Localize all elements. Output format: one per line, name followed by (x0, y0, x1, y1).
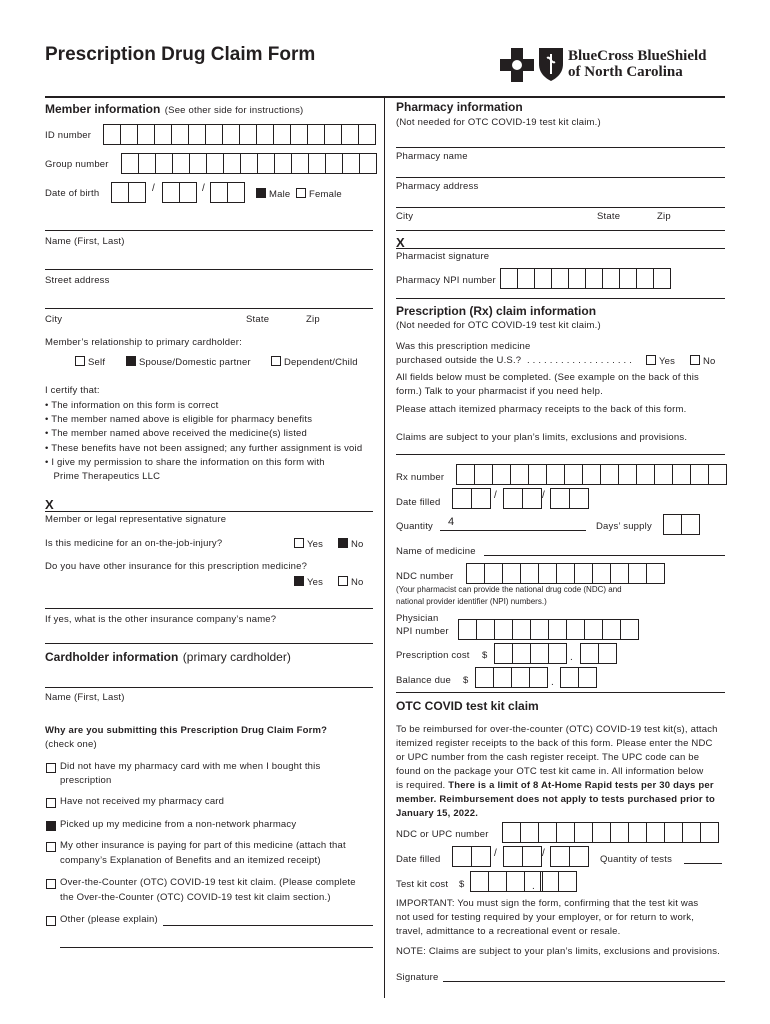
ndc-upc-label: NDC or UPC number (396, 829, 489, 840)
rel-dependent-option[interactable]: Dependent/Child (271, 356, 358, 368)
member-city-label: City (45, 314, 63, 325)
decimal-point: . (532, 881, 535, 892)
logo-line-2: of North Carolina (568, 64, 683, 80)
checkbox-icon (75, 356, 85, 366)
rx-outside-q1: Was this prescription medicine (396, 341, 531, 352)
pharmacist-signature-line[interactable] (396, 248, 725, 249)
pharmacy-note: (Not needed for OTC COVID-19 test kit claim.) (396, 117, 601, 128)
otj-no-option[interactable]: No (338, 538, 364, 550)
days-supply-label: Days’ supply (596, 521, 652, 532)
sex-female-option[interactable]: Female (296, 188, 342, 200)
quantity-line[interactable] (440, 530, 586, 531)
checkbox-icon (338, 576, 348, 586)
reason-checkbox[interactable] (46, 916, 56, 926)
otj-question: Is this medicine for an on-the-job-injury? (45, 538, 223, 549)
rx-outside-q2: purchased outside the U.S.? . . . . . . . . . . . . . . . . . . . (396, 355, 633, 366)
ndc-note: (Your pharmacist can provide the national drug code (NDC) and (396, 585, 622, 594)
balance-due-dollars[interactable] (475, 667, 548, 688)
page-title: Prescription Drug Claim Form (45, 44, 316, 65)
id-number-label: ID number (45, 130, 92, 141)
other-explain-line[interactable] (163, 925, 373, 926)
physician-npi-field[interactable] (458, 619, 639, 640)
rel-spouse-option[interactable]: Spouse/Domestic partner (126, 356, 251, 368)
checkbox-icon (294, 538, 304, 548)
cardholder-name-label: Name (First, Last) (45, 692, 125, 703)
pharmacy-heading: Pharmacy information (396, 100, 523, 114)
logo-line-1: BlueCross BlueShield (568, 48, 707, 64)
ndc-note: national provider identifier (NPI) numbers.) (396, 597, 547, 606)
rx-number-label: Rx number (396, 472, 445, 483)
reason-checkbox-checked[interactable] (46, 821, 56, 831)
dob-month-field[interactable] (111, 182, 146, 203)
decimal-point: . (551, 677, 554, 688)
reason-label: the Over-the-Counter (OTC) COVID-19 test kit claim section.) (60, 892, 331, 903)
ndc-upc-field[interactable] (502, 822, 719, 843)
reason-label: Over-the-Counter (OTC) COVID-19 test kit claim. (Please complete (60, 877, 356, 888)
dob-label: Date of birth (45, 188, 100, 199)
rx-fields-note: form.) Talk to your pharmacist if you need help. (396, 386, 603, 397)
pharmacist-signature-label: Pharmacist signature (396, 251, 490, 262)
otj-yes-option[interactable]: Yes (294, 538, 323, 550)
otc-signature-label: Signature (396, 972, 439, 983)
decimal-point: . (570, 652, 573, 663)
checkbox-icon (271, 356, 281, 366)
member-state-label: State (246, 314, 270, 325)
id-number-field[interactable] (103, 124, 376, 145)
dob-slash: / (152, 183, 155, 194)
member-name-label: Name (First, Last) (45, 236, 125, 247)
certify-item: • I give my permission to share the information on this form with (45, 457, 325, 468)
reason-checkbox[interactable] (46, 842, 56, 852)
dollar-sign: $ (482, 650, 488, 661)
street-address-label: Street address (45, 275, 110, 286)
otc-limits-note: NOTE: Claims are subject to your plan’s limits, exclusions and provisions. (396, 946, 721, 957)
dob-year-field[interactable] (210, 182, 245, 203)
bcbs-logo (500, 44, 730, 84)
quantity-of-tests-label: Quantity of tests (600, 854, 673, 865)
other-insurance-name-label: If yes, what is the other insurance company’s name? (45, 614, 277, 625)
physician-npi-label: Physician (396, 613, 439, 624)
quantity-value[interactable]: 4 (448, 516, 455, 528)
pharmacy-npi-field[interactable] (500, 268, 671, 289)
checkbox-checked-icon (294, 576, 304, 586)
dollar-sign: $ (459, 879, 465, 890)
member-info-heading: Member information (See other side for instructions) (45, 102, 304, 116)
certify-item: Prime Therapeutics LLC (45, 471, 161, 482)
reason-label: Other (please explain) (60, 914, 158, 925)
date-slash: / (542, 490, 545, 501)
otc-date-year-field[interactable] (550, 846, 589, 867)
otc-paragraph: To be reimbursed for over-the-counter (OTC) COVID-19 test kit(s), attach (396, 724, 718, 735)
otc-paragraph: is required. There is a limit of 8 At-Home Rapid tests per 30 days per (396, 780, 714, 791)
rx-attach-note: Please attach itemized pharmacy receipts to the back of this form. (396, 404, 687, 415)
rx-fields-note: All fields below must be completed. (See example on the back of this (396, 372, 699, 383)
important-note: not used for testing required by your employer, or for return to work, (396, 912, 695, 923)
reason-label: Did not have my pharmacy card with me when I bought this (60, 761, 321, 772)
certify-item: • The information on this form is correct (45, 400, 219, 411)
pharmacy-zip-label: Zip (657, 211, 671, 222)
blue-shield-icon (538, 46, 564, 82)
group-number-field[interactable] (121, 153, 377, 174)
physician-npi-label: NPI number (396, 626, 449, 637)
checkbox-checked-icon (338, 538, 348, 548)
sex-male-option[interactable]: Male (256, 188, 290, 200)
certify-item: • These benefits have not been assigned; any further assignment is void (45, 443, 363, 454)
rx-heading: Prescription (Rx) claim information (396, 304, 597, 318)
certify-intro: I certify that: (45, 385, 100, 396)
rx-date-day-field[interactable] (503, 488, 542, 509)
otc-date-day-field[interactable] (503, 846, 542, 867)
checkbox-icon (296, 188, 306, 198)
medicine-name-line[interactable] (484, 555, 725, 556)
ndc-field[interactable] (466, 563, 665, 584)
test-kit-cost-cents[interactable] (540, 871, 577, 892)
days-supply-field[interactable] (663, 514, 700, 535)
rx-number-field[interactable] (456, 464, 727, 485)
pharmacist-signature-x: X (396, 235, 405, 250)
group-number-label: Group number (45, 159, 109, 170)
rx-note: (Not needed for OTC COVID-19 test kit claim.) (396, 320, 601, 331)
important-note: IMPORTANT: You must sign the form, confirming that the test kit was (396, 898, 699, 909)
quantity-label: Quantity (396, 521, 433, 532)
reason-label: company’s Explanation of Benefits and an itemized receipt) (60, 855, 321, 866)
dollar-sign: $ (463, 675, 469, 686)
other-insurance-question: Do you have other insurance for this prescription medicine? (45, 561, 308, 572)
member-signature-line[interactable] (45, 511, 373, 512)
otc-paragraph-bold: member. Reimbursement does not apply to tests purchased prior to (396, 794, 715, 805)
certify-item: • The member named above is eligible for pharmacy benefits (45, 414, 313, 425)
date-slash: / (542, 848, 545, 859)
otc-paragraph: itemized register receipts to the back of this form. Please enter the NDC (396, 738, 713, 749)
otc-paragraph: or UPC number from the cash register receipt. The UPC code can be (396, 752, 700, 763)
ndc-label: NDC number (396, 571, 454, 582)
reason-checkbox[interactable] (46, 798, 56, 808)
otc-date-month-field[interactable] (452, 846, 491, 867)
pharmacy-city-label: City (396, 211, 414, 222)
test-kit-cost-label: Test kit cost (396, 879, 449, 890)
balance-due-label: Balance due (396, 675, 452, 686)
reason-label: prescription (60, 775, 112, 786)
reason-label: My other insurance is paying for part of this medicine (attach that (60, 840, 346, 851)
blue-cross-icon (500, 48, 534, 82)
checkbox-checked-icon (256, 188, 266, 198)
certify-item: • The member named above received the medicine(s) listed (45, 428, 307, 439)
other-explain-line[interactable] (60, 947, 373, 948)
rx-outside-yes-option[interactable]: Yes (646, 355, 675, 367)
date-slash: / (494, 490, 497, 501)
member-signature-label: Member or legal representative signature (45, 514, 227, 525)
important-note: travel, admittance to a recreational event or resale. (396, 926, 621, 937)
pharmacy-npi-label: Pharmacy NPI number (396, 275, 496, 286)
checkbox-icon (690, 355, 700, 365)
otc-signature-line[interactable] (443, 981, 725, 982)
reason-checkbox[interactable] (46, 763, 56, 773)
rx-date-month-field[interactable] (452, 488, 491, 509)
cardholder-heading: Cardholder information (primary cardholder) (45, 650, 291, 664)
date-filled-label: Date filled (396, 497, 441, 508)
dob-day-field[interactable] (162, 182, 197, 203)
dob-slash: / (202, 183, 205, 194)
otc-heading: OTC COVID test kit claim (396, 699, 539, 713)
checkbox-checked-icon (126, 356, 136, 366)
pharmacy-state-label: State (597, 211, 621, 222)
other-ins-yes-option[interactable]: Yes (294, 576, 323, 588)
rel-self-option[interactable]: Self (75, 356, 105, 368)
reason-checkbox[interactable] (46, 879, 56, 889)
otc-date-filled-label: Date filled (396, 854, 441, 865)
member-zip-label: Zip (306, 314, 320, 325)
pharmacy-address-label: Pharmacy address (396, 181, 479, 192)
rx-date-year-field[interactable] (550, 488, 589, 509)
quantity-of-tests-line[interactable] (684, 863, 722, 864)
reason-label: Picked up my medicine from a non-network pharmacy (60, 819, 297, 830)
other-ins-no-option[interactable]: No (338, 576, 364, 588)
balance-due-cents[interactable] (560, 667, 597, 688)
date-slash: / (494, 848, 497, 859)
otc-paragraph-bold: January 15, 2022. (396, 808, 479, 819)
otc-paragraph: found on the package your OTC test kit came in. All information below (396, 766, 704, 777)
pharmacy-name-label: Pharmacy name (396, 151, 468, 162)
reason-label: Have not received my pharmacy card (60, 796, 225, 807)
prescription-cost-cents[interactable] (580, 643, 617, 664)
prescription-cost-dollars[interactable] (494, 643, 567, 664)
checkbox-icon (646, 355, 656, 365)
prescription-cost-label: Prescription cost (396, 650, 470, 661)
rx-limits-note: Claims are subject to your plan’s limits, exclusions and provisions. (396, 432, 688, 443)
rx-outside-no-option[interactable]: No (690, 355, 716, 367)
reason-question: Why are you submitting this Prescription Drug Claim Form? (45, 725, 328, 736)
reason-check-one: (check one) (45, 739, 97, 750)
relationship-label: Member’s relationship to primary cardholder: (45, 337, 242, 348)
medicine-name-label: Name of medicine (396, 546, 476, 557)
member-signature-x: X (45, 497, 54, 512)
